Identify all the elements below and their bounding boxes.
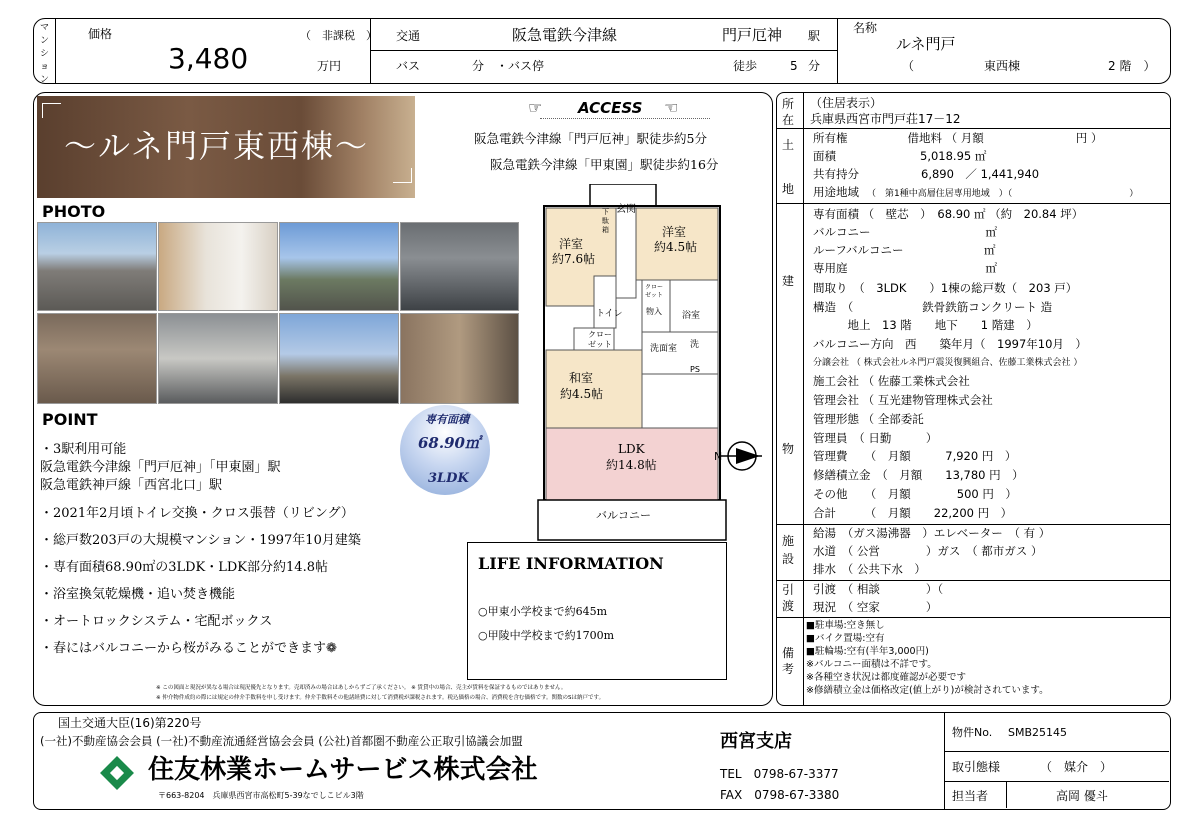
note-label-2: 考 xyxy=(782,662,795,676)
divider xyxy=(945,781,1169,782)
telephone[interactable]: TEL 0798-67-3377 xyxy=(720,767,839,781)
plan-closet-1: クロー ゼット xyxy=(588,330,612,349)
photo-balcony-view xyxy=(279,313,399,404)
life-item: ○甲陵中学校まで約1700m xyxy=(478,629,615,642)
note-line: ※修繕積立金は価格改定(値上がり)が検討されています。 xyxy=(806,685,1049,696)
access-line-1: 阪急電鉄今津線「門戸厄神」駅徒歩約5分 xyxy=(474,131,707,146)
title-corner-br xyxy=(393,168,412,183)
plan-washitsu: 和室 xyxy=(569,371,594,385)
fac-label-2: 設 xyxy=(782,552,795,566)
address: 兵庫県西宮市門戸荘17－12 xyxy=(810,112,961,126)
company-name: 住友林業ホームサービス株式会社 xyxy=(148,755,538,785)
paren-open: （ xyxy=(902,59,915,73)
note-line: ■バイク置場:空有 xyxy=(806,633,885,644)
access-hand-right: ☜ xyxy=(664,98,679,117)
plan-washitsu-size: 約4.5帖 xyxy=(560,387,604,401)
fac-row: 排水 （ 公共下水 ） xyxy=(813,562,926,576)
photo-mailboxes xyxy=(37,313,157,404)
point-line: ・2021年2月頃トイレ交換・クロス張替（リビング） xyxy=(40,506,354,521)
bld-row: 管理形態 （ 全部委託 xyxy=(813,412,924,426)
building-name: 東西棟 xyxy=(984,59,1021,73)
train-line: 阪急電鉄今津線 xyxy=(512,26,618,44)
divider xyxy=(777,580,1170,581)
access-line-2: 阪急電鉄今津線「甲東園」駅徒歩約16分 xyxy=(490,157,719,172)
association-members: (一社)不動産協会会員 (一社)不動産流通経営協会会員 (公社)首都圏不動産公正取引協議会加盟 xyxy=(40,734,523,748)
photo-corridor xyxy=(158,313,278,404)
plan-bath: 浴室 xyxy=(682,311,701,321)
bld-row: 間取り （ 3LDK ）1棟の総戸数（ 203 戸） xyxy=(813,281,1078,295)
walk-label: 徒歩 xyxy=(733,59,758,73)
divider xyxy=(777,203,1170,204)
access-heading: ACCESS xyxy=(578,99,643,117)
note-label-1: 備 xyxy=(782,646,795,660)
name-label: 名称 xyxy=(853,21,878,35)
point-line: ・浴室換気乾燥機・追い焚き機能 xyxy=(40,587,236,602)
badge-type: 3LDK xyxy=(428,471,469,486)
plan-closet-2: クロー ゼット xyxy=(645,284,664,299)
photo-view xyxy=(279,222,399,311)
plan-genkan: 玄関 xyxy=(616,204,636,215)
land-value: 借地料 （ 月額 円 ） xyxy=(907,131,1103,145)
divider xyxy=(777,617,1170,618)
hand-row: 引渡 （ 相談 ）（ xyxy=(813,582,944,596)
land-row xyxy=(813,187,1138,199)
staff-name: 高岡 優斗 xyxy=(1056,789,1108,803)
point-line: ・3駅利用可能 xyxy=(40,442,127,457)
point-line: ・オートロックシステム・宅配ボックス xyxy=(40,614,273,629)
divider xyxy=(55,19,56,83)
bld-row: ルーフバルコニー ㎡ xyxy=(813,243,996,257)
photo-bicycle-parking xyxy=(400,222,519,311)
branch-name: 西宮支店 xyxy=(720,731,792,752)
access-underline xyxy=(540,118,710,119)
bld-label-1: 建 xyxy=(782,274,795,288)
bus-label: バス xyxy=(396,59,421,73)
fax: FAX 0798-67-3380 xyxy=(720,788,840,802)
land-label-2: 地 xyxy=(782,182,795,196)
bld-row: バルコニー方向 西 築年月（ 1997年10月 ） xyxy=(813,337,1087,351)
title-corner-tl xyxy=(42,103,61,118)
point-line: 阪急電鉄神戸線「西宮北口」駅 xyxy=(40,478,223,493)
bld-row: 専用庭 ㎡ xyxy=(813,261,997,275)
point-line: ・専有面積68.90㎡の3LDK・LDK部分約14.8帖 xyxy=(40,560,328,575)
plan-sen: 洗 xyxy=(690,340,700,350)
plan-senmen: 洗面室 xyxy=(650,344,678,354)
life-heading: LIFE INFORMATION xyxy=(478,554,664,573)
price-unit: 万円 xyxy=(317,59,342,73)
point-heading: POINT xyxy=(42,410,98,429)
loc-label-2: 在 xyxy=(782,113,795,127)
property-name: ルネ門戸 xyxy=(896,35,956,53)
transport-label: 交通 xyxy=(396,29,421,43)
divider xyxy=(803,93,804,705)
disclaimer-2: ※ 仲介物件成約の際には規定の仲介手数料を申し受けます。仲介手数料その他諸経費に対して消費税が課税されます。税込価格の場合、消費税を含む価格です。関数のSは納戸です。 xyxy=(156,695,605,701)
access-hand-left: ☞ xyxy=(528,98,543,117)
plan-ldk: LDK xyxy=(618,442,645,456)
company-address: 〒663-8204 兵庫県西宮市高松町5-39なでしこビル3階 xyxy=(158,791,364,800)
bld-row: 管理費 （ 月額 7,920 円 ） xyxy=(813,449,1017,463)
kind-label: マンション xyxy=(40,23,50,85)
address-note: （住居表示） xyxy=(810,96,883,110)
note-line: ※バルコニー面積は不詳です。 xyxy=(806,659,937,670)
prop-no-label: 物件No. xyxy=(952,726,993,739)
badge-title: 専有面積 xyxy=(425,413,469,426)
land-value: 6,890 ／ 1,441,940 xyxy=(921,167,1040,181)
plan-youshitsu-2: 洋室 xyxy=(662,225,687,239)
note-line: ■駐輪場:空有(半年3,000円) xyxy=(806,646,929,657)
bld-row: 地上 13 階 地下 1 階建 ） xyxy=(813,318,1038,332)
point-line: ・総戸数203戸の大規模マンション・1997年10月建築 xyxy=(40,533,361,548)
walk-unit: 分 xyxy=(808,59,821,73)
bld-row: その他 （ 月額 500 円 ） xyxy=(813,487,1017,501)
staff-label: 担当者 xyxy=(952,789,989,803)
fac-row: 水道 （ 公営 ）ガス （ 都市ガス ） xyxy=(813,544,1043,558)
station-suffix: 駅 xyxy=(808,29,821,43)
price-label: 価格 xyxy=(88,27,113,41)
price-value: 3,480 xyxy=(168,42,249,75)
land-key: 共有持分 xyxy=(813,167,859,181)
divider xyxy=(371,50,837,51)
land-label-1: 土 xyxy=(782,138,795,152)
fac-row: 給湯 （ガス湯沸器 ）エレベーター （ 有 ） xyxy=(813,526,1051,540)
badge-area: 68.90㎡ xyxy=(418,434,480,452)
station-name: 門戸厄神 xyxy=(722,26,783,44)
life-item: ○甲東小学校まで約645m xyxy=(478,605,608,618)
license-number: 国土交通大臣(16)第220号 xyxy=(58,716,202,730)
tax-note: （ 非課税 ） xyxy=(300,29,377,42)
floor: 2 階 ） xyxy=(1108,59,1156,73)
bld-label-2: 物 xyxy=(782,442,795,456)
plan-balcony: バルコニー xyxy=(596,509,651,522)
bld-row: 分譲会社 （ 株式会社ルネ門戸震災復興組合、佐藤工業株式会社 ） xyxy=(813,358,1083,368)
plan-youshitsu-2-size: 約4.5帖 xyxy=(654,240,698,254)
title-text: ～ルネ門戸東西棟～ xyxy=(64,127,370,165)
bld-row: バルコニー ㎡ xyxy=(813,225,997,239)
divider xyxy=(777,128,1170,129)
fac-label-1: 施 xyxy=(782,534,795,548)
walk-minutes: 5 xyxy=(790,59,798,73)
photo-exterior xyxy=(37,222,157,311)
bld-row: 構造 （ 鉄骨鉄筋コンクリート 造 xyxy=(813,300,1053,314)
bld-row: 専有面積 （ 壁芯 ） 68.90 ㎡ （約 20.84 坪） xyxy=(813,207,1084,221)
divider xyxy=(370,19,371,83)
deal-type: （ 媒介 ） xyxy=(1040,760,1113,774)
land-key: 用途地域 xyxy=(813,185,859,199)
plan-toilet: トイレ xyxy=(596,309,623,319)
plan-youshitsu-1: 洋室 xyxy=(559,237,584,251)
photo-heading: PHOTO xyxy=(42,202,106,221)
divider xyxy=(945,751,1169,752)
divider xyxy=(837,19,838,83)
plan-youshitsu-1-size: 約7.6帖 xyxy=(552,252,596,266)
bld-row: 管理会社 （ 互光建物管理株式会社 xyxy=(813,393,993,407)
disclaimer-1: ※ この図面と現況が異なる場合は現況優先となります。売却済みの場合はあしからずご了承ください。 ※ 賃貸中の場合、売主が賃料を保証するものではありません。 xyxy=(156,685,567,691)
land-value: （ 第1種中高層住居専用地域 ）（ ） xyxy=(867,189,1139,199)
note-line: ■駐車場:空き無し xyxy=(806,620,885,631)
divider xyxy=(1006,782,1007,808)
prop-no: SMB25145 xyxy=(1008,726,1068,739)
loc-label-1: 所 xyxy=(782,97,795,111)
north-label: N xyxy=(714,450,723,463)
land-value: 5,018.95 ㎡ xyxy=(920,149,987,163)
plan-shitabako: 下駄箱 xyxy=(602,208,609,234)
photo-toilet xyxy=(158,222,278,311)
plan-ldk-size: 約14.8帖 xyxy=(606,458,657,472)
hand-label-2: 渡 xyxy=(782,599,795,613)
bld-row: 合計 （ 月額 22,200 円 ） xyxy=(813,506,1013,520)
bld-row: 施工会社 （ 佐藤工業株式会社 xyxy=(813,374,970,388)
bus-text: 分 ・バス停 xyxy=(472,59,545,73)
hand-row: 現況 （ 空家 ） xyxy=(813,600,938,614)
plan-ps: PS xyxy=(690,365,700,374)
plan-monoire: 物入 xyxy=(646,307,662,316)
point-line: ・春にはバルコニーから桜がみることができます❁ xyxy=(40,641,337,656)
hand-label-1: 引 xyxy=(782,583,795,597)
land-key: 面積 xyxy=(813,149,836,163)
photo-entrance xyxy=(400,313,519,404)
land-key: 所有権 xyxy=(813,131,848,145)
divider xyxy=(944,713,945,809)
deal-label: 取引態様 xyxy=(952,760,1001,774)
bld-row: 修繕積立金 （ 月額 13,780 円 ） xyxy=(813,468,1024,482)
note-line: ※各種空き状況は都度確認が必要です xyxy=(806,672,966,683)
land-row xyxy=(813,169,1039,181)
point-line: 阪急電鉄今津線「門戸厄神」「甲東園」駅 xyxy=(40,460,281,475)
divider xyxy=(777,524,1170,525)
land-row xyxy=(813,133,1102,145)
bld-row: 管理員 （ 日勤 ） xyxy=(813,431,938,445)
land-row xyxy=(813,151,986,163)
